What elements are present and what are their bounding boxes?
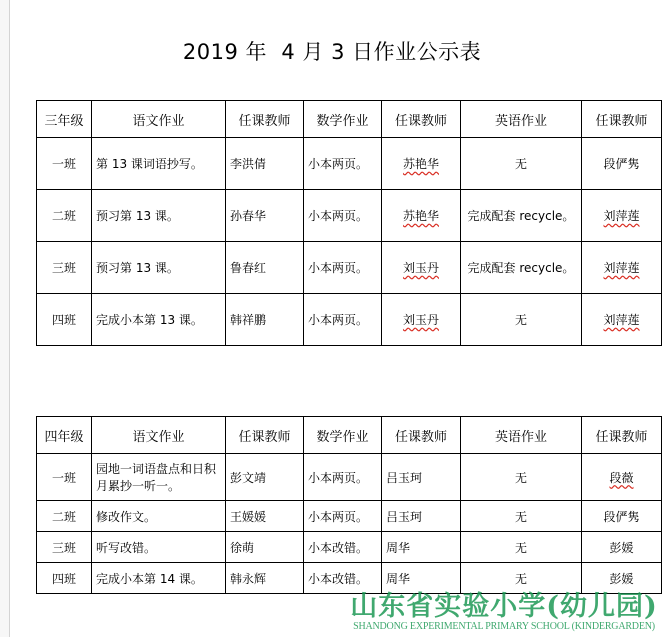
- page-left-margin: [0, 0, 10, 637]
- english-homework-cell: 完成配套 recycle。: [461, 190, 582, 242]
- grade-header: 四年级: [37, 417, 92, 454]
- table-row: [37, 563, 662, 594]
- table-row: [37, 532, 662, 563]
- watermark-english-name: SHANDONG EXPERIMENTAL PRIMARY SCHOOL (KINDERGARDEN): [353, 621, 655, 632]
- page-title: 2019 年 4 月 3 日作业公示表: [182, 40, 482, 64]
- grade4-homework-table: [36, 416, 662, 594]
- class-cell: 二班: [37, 501, 92, 532]
- header-english-homework: 英语作业: [461, 417, 582, 454]
- table-row: [37, 138, 662, 190]
- teacher-cell: 苏艳华: [402, 157, 439, 171]
- teacher-cell: 段薇: [609, 470, 634, 485]
- chinese-homework-cell: 听写改错。: [92, 532, 226, 563]
- teacher-cell: 刘萍莲: [603, 209, 640, 223]
- english-homework-cell: 无: [461, 501, 582, 532]
- english-homework-cell: 无: [461, 532, 582, 563]
- header-teacher: 任课教师: [382, 417, 461, 454]
- teacher-cell: 刘萍莲: [603, 313, 640, 327]
- teacher-cell: 孙春华: [226, 190, 304, 242]
- teacher-cell: 彭媛: [582, 532, 662, 563]
- header-math-homework: 数学作业: [304, 417, 382, 454]
- teacher-cell: 段俨隽: [582, 138, 662, 190]
- header-teacher: 任课教师: [226, 417, 304, 454]
- class-cell: 一班: [37, 138, 92, 190]
- header-teacher: 任课教师: [382, 101, 461, 138]
- math-homework-cell: 小本改错。: [304, 563, 382, 594]
- table-row: [37, 454, 662, 501]
- teacher-cell: 彭文靖: [226, 454, 304, 501]
- teacher-cell: 吕玉珂: [382, 501, 461, 532]
- teacher-cell: 周华: [382, 563, 461, 594]
- class-cell: 一班: [37, 454, 92, 501]
- teacher-cell: 苏艳华: [402, 209, 439, 223]
- header-chinese-homework: 语文作业: [92, 101, 226, 138]
- table-row: [37, 294, 662, 346]
- chinese-homework-cell: 园地一词语盘点和日积月累抄一听一。: [92, 454, 226, 501]
- teacher-cell: 段俨隽: [582, 501, 662, 532]
- header-teacher: 任课教师: [582, 101, 662, 138]
- teacher-cell: 韩祥鹏: [226, 294, 304, 346]
- class-cell: 三班: [37, 532, 92, 563]
- teacher-cell: 李洪倩: [226, 138, 304, 190]
- chinese-homework-cell: 预习第 13 课。: [92, 190, 226, 242]
- header-english-homework: 英语作业: [461, 101, 582, 138]
- math-homework-cell: 小本两页。: [304, 454, 382, 501]
- table-row: [37, 190, 662, 242]
- chinese-homework-cell: 第 13 课词语抄写。: [92, 138, 226, 190]
- teacher-cell: 刘玉丹: [402, 261, 439, 275]
- teacher-cell: 韩永辉: [226, 563, 304, 594]
- math-homework-cell: 小本两页。: [304, 242, 382, 294]
- chinese-homework-cell: 完成小本第 13 课。: [92, 294, 226, 346]
- grade-header: 三年级: [37, 101, 92, 138]
- teacher-cell: 鲁春红: [226, 242, 304, 294]
- english-homework-cell: 无: [461, 563, 582, 594]
- class-cell: 二班: [37, 190, 92, 242]
- header-teacher: 任课教师: [582, 417, 662, 454]
- teacher-cell: 周华: [382, 532, 461, 563]
- table-header-row: [37, 417, 662, 454]
- math-homework-cell: 小本两页。: [304, 138, 382, 190]
- english-homework-cell: 无: [461, 454, 582, 501]
- table-row: [37, 501, 662, 532]
- header-chinese-homework: 语文作业: [92, 417, 226, 454]
- math-homework-cell: 小本两页。: [304, 501, 382, 532]
- table-header-row: [37, 101, 662, 138]
- chinese-homework-cell: 完成小本第 14 课。: [92, 563, 226, 594]
- class-cell: 三班: [37, 242, 92, 294]
- teacher-cell: 吕玉珂: [382, 454, 461, 501]
- math-homework-cell: 小本两页。: [304, 294, 382, 346]
- grade3-homework-table: [36, 100, 662, 346]
- teacher-cell: 刘玉丹: [402, 313, 439, 327]
- table-row: [37, 242, 662, 294]
- teacher-cell: 彭媛: [582, 563, 662, 594]
- teacher-cell: 刘萍莲: [603, 261, 640, 275]
- header-teacher: 任课教师: [226, 101, 304, 138]
- math-homework-cell: 小本两页。: [304, 190, 382, 242]
- class-cell: 四班: [37, 294, 92, 346]
- teacher-cell: 王媛媛: [226, 501, 304, 532]
- header-math-homework: 数学作业: [304, 101, 382, 138]
- english-homework-cell: 完成配套 recycle。: [461, 242, 582, 294]
- teacher-cell: 徐萌: [226, 532, 304, 563]
- english-homework-cell: 无: [461, 138, 582, 190]
- class-cell: 四班: [37, 563, 92, 594]
- watermark-chinese-name: 山东省实验小学(幼儿园): [350, 591, 658, 622]
- chinese-homework-cell: 预习第 13 课。: [92, 242, 226, 294]
- english-homework-cell: 无: [461, 294, 582, 346]
- chinese-homework-cell: 修改作文。: [92, 501, 226, 532]
- math-homework-cell: 小本改错。: [304, 532, 382, 563]
